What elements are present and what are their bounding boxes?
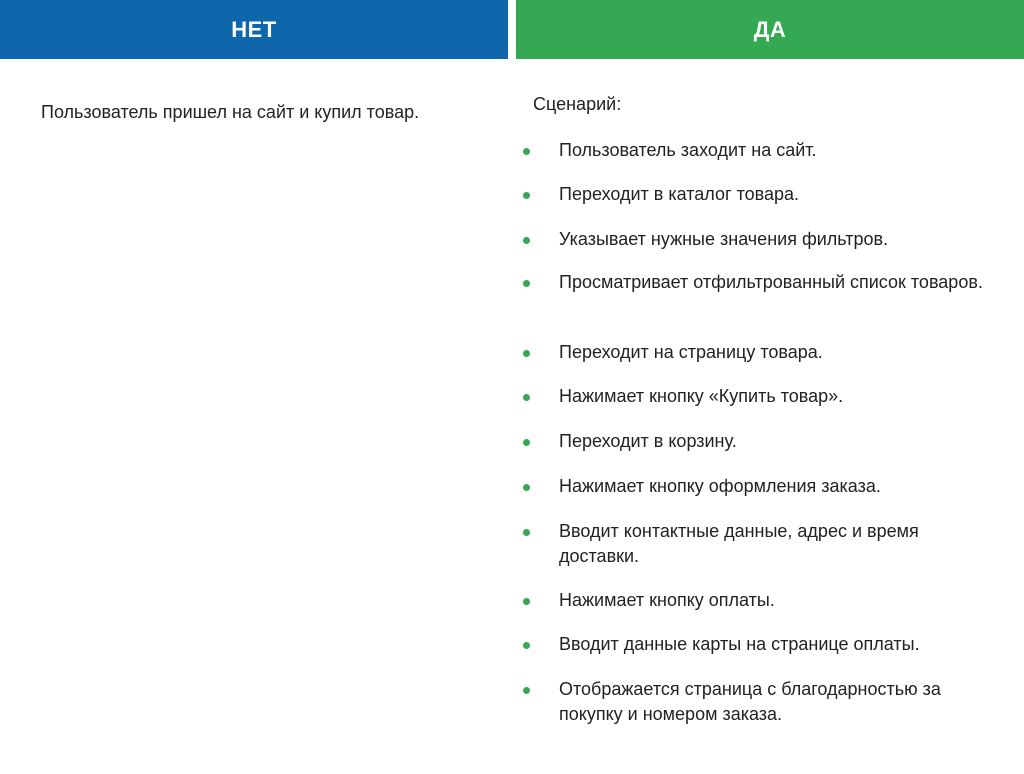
- bullet-icon: [523, 237, 530, 244]
- bullet-icon: [523, 439, 530, 446]
- list-item: [523, 519, 1003, 569]
- step-text: Просматривает отфильтрованный список товаров.: [559, 272, 983, 292]
- step-text: Указывает нужные значения фильтров.: [559, 229, 889, 249]
- step-text: Переходит в каталог товара.: [559, 184, 800, 204]
- step-text: Переходит на страницу товара.: [559, 342, 823, 362]
- list-item: [523, 340, 1003, 365]
- bullet-icon: [523, 148, 530, 155]
- list-item: [523, 182, 1003, 207]
- list-item: [523, 588, 1003, 613]
- header-no: [0, 0, 508, 59]
- scenario-title: Сценарий:: [533, 94, 622, 114]
- header-no-label: НЕТ: [231, 16, 277, 42]
- step-text: Вводит данные карты на странице оплаты.: [559, 634, 920, 654]
- bullet-icon: [523, 394, 530, 401]
- list-item: [523, 429, 1003, 454]
- bullet-icon: [523, 350, 530, 357]
- step-text: Переходит в корзину.: [559, 431, 737, 451]
- list-item: [523, 227, 1003, 252]
- header-yes-label: ДА: [753, 16, 787, 42]
- list-item: [523, 632, 1003, 657]
- step-text: Нажимает кнопку «Купить товар».: [559, 386, 844, 406]
- no-column-text: Пользователь пришел на сайт и купил товар.: [41, 102, 420, 122]
- list-item: [523, 474, 1003, 499]
- list-item: [523, 138, 1003, 163]
- bullet-icon: [523, 529, 530, 536]
- header-yes: [516, 0, 1024, 59]
- step-text: Нажимает кнопку оплаты.: [559, 590, 775, 610]
- list-item: [523, 677, 1003, 727]
- bullet-icon: [523, 280, 530, 287]
- bullet-icon: [523, 192, 530, 199]
- bullet-icon: [523, 642, 530, 649]
- bullet-icon: [523, 484, 530, 491]
- bullet-icon: [523, 598, 530, 605]
- list-item: [523, 384, 1003, 409]
- bullet-icon: [523, 687, 530, 694]
- step-text: Отображается страница с благодарностью за покупку и номером заказа.: [559, 679, 941, 724]
- step-text: Нажимает кнопку оформления заказа.: [559, 476, 881, 496]
- step-text: Пользователь заходит на сайт.: [559, 140, 817, 160]
- list-item: [523, 270, 1003, 295]
- step-text: Вводит контактные данные, адрес и время доставки.: [559, 521, 919, 566]
